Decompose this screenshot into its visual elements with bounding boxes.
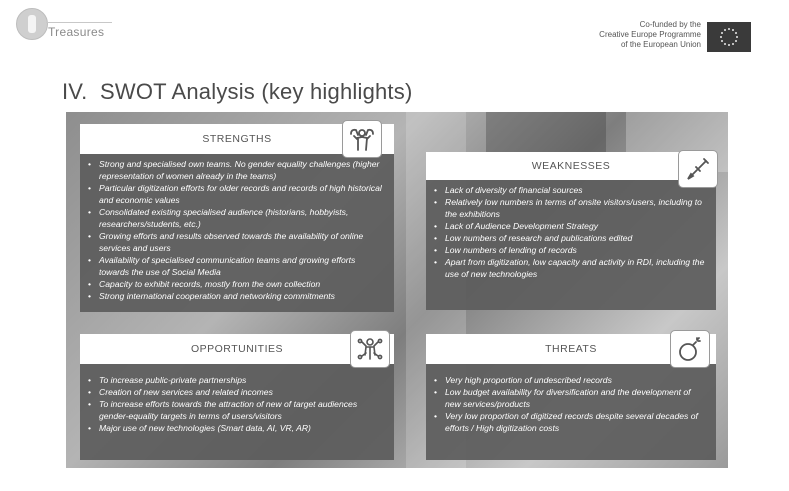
list-item: • Lack of Audience Development Strategy (432, 220, 708, 232)
strengths-list (86, 158, 386, 302)
title-text: SWOT Analysis (key highlights) (100, 79, 413, 104)
cofunded-text (599, 20, 701, 50)
opportunities-box (80, 334, 394, 460)
strength-icon (342, 120, 382, 158)
list-item: • Low budget availability for diversification and the development of new services/products (432, 386, 708, 410)
logo-emblem (16, 8, 48, 40)
list-item: • To increase public-private partnerships (86, 374, 386, 386)
list-item: • Very low proportion of digitized records despite several decades of efforts / High digitization costs (432, 410, 708, 434)
weaknesses-list (432, 184, 708, 280)
list-item: • Strong and specialised own teams. No gender equality challenges (higher representation of women already in the teams) (86, 158, 386, 182)
list-item: • Strong international cooperation and networking commitments (86, 290, 386, 302)
list-item: • Capacity to exhibit records, mostly from the own collection (86, 278, 386, 290)
list-item: • Particular digitization efforts for older records and records of high historical and economic values (86, 182, 386, 206)
broken-pencil-icon (678, 150, 718, 188)
logo-line (46, 22, 112, 23)
list-item: • Creation of new services and related incomes (86, 386, 386, 398)
people-network-icon (350, 330, 390, 368)
logo-text: Treasures (48, 25, 105, 39)
opportunities-list (86, 374, 386, 434)
cofunded-line-2: Creative Europe Programme (599, 30, 701, 39)
bomb-icon (670, 330, 710, 368)
cofunded-line-3: of the European Union (620, 40, 701, 49)
eu-flag-icon (707, 22, 751, 52)
page-title (62, 79, 412, 105)
cofunded-line-1: Co-funded by the (639, 20, 701, 29)
list-item: • Low numbers of research and publications edited (432, 232, 708, 244)
opportunities-heading: OPPORTUNITIES (80, 334, 394, 364)
list-item: • Very high proportion of undescribed records (432, 374, 708, 386)
swot-panel (66, 112, 728, 468)
list-item: • Low numbers of lending of records (432, 244, 708, 256)
list-item: • Relatively low numbers in terms of onsite visitors/users, including to the exhibitions (432, 196, 708, 220)
list-item: • Availability of specialised communication teams and growing efforts towards the use of Social Media (86, 254, 386, 278)
list-item: • Lack of diversity of financial sources (432, 184, 708, 196)
list-item: • To increase efforts towards the attraction of new of target audiences gender-equality targets in terms of users/visitors (86, 398, 386, 422)
weaknesses-box (426, 152, 716, 310)
title-number: IV. (62, 79, 88, 104)
threats-list (432, 374, 708, 434)
list-item: • Apart from digitization, low capacity and activity in RDI, including the use of new technologies (432, 256, 708, 280)
list-item: • Growing efforts and results observed towards the availability of online services and users (86, 230, 386, 254)
strengths-heading: STRENGTHS (80, 124, 394, 154)
threats-heading: THREATS (426, 334, 716, 364)
list-item: • Consolidated existing specialised audience (historians, hobbyists, researchers/students, etc.) (86, 206, 386, 230)
weaknesses-heading: WEAKNESSES (426, 152, 716, 180)
background-photo-shade (486, 112, 606, 152)
list-item: • Major use of new technologies (Smart data, AI, VR, AR) (86, 422, 386, 434)
treasures-logo (16, 8, 106, 44)
